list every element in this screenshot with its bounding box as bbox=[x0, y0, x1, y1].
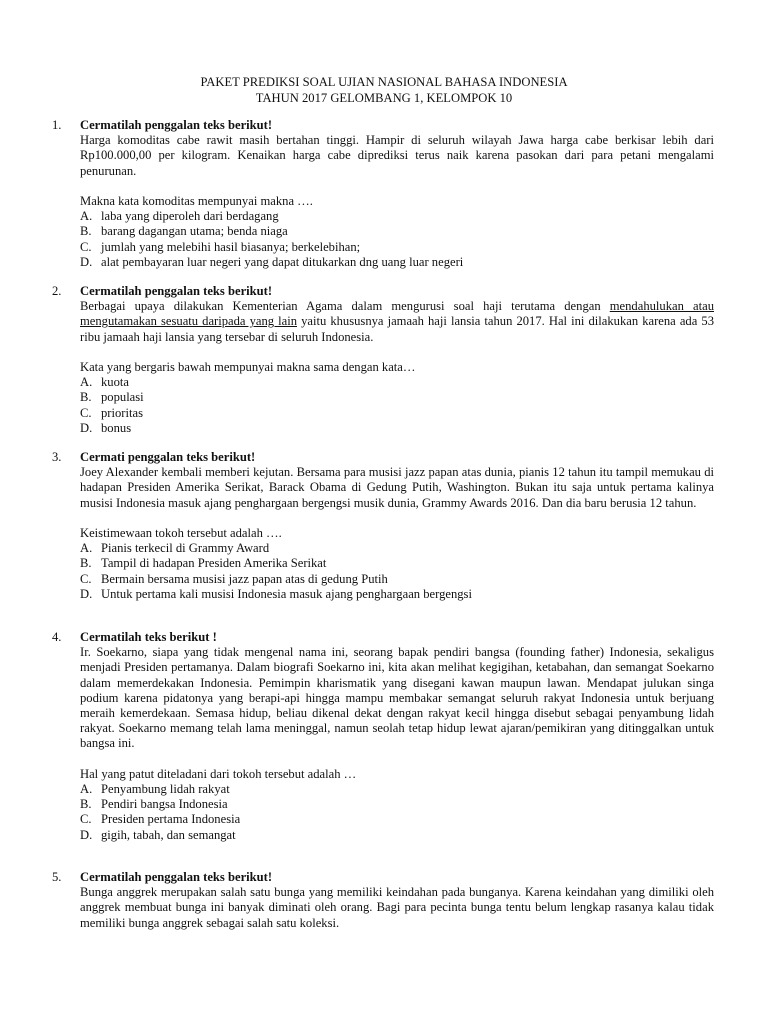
question-5 bbox=[52, 870, 714, 931]
question-heading: Cermatilah penggalan teks berikut! bbox=[80, 284, 273, 298]
option-text: Pianis terkecil di Grammy Award bbox=[101, 541, 270, 556]
option-letter: C. bbox=[80, 239, 92, 254]
option-letter: C. bbox=[80, 812, 92, 827]
option-c bbox=[80, 812, 714, 827]
option-d bbox=[80, 587, 714, 602]
option-letter: C. bbox=[80, 405, 92, 420]
option-text: Presiden pertama Indonesia bbox=[101, 812, 241, 827]
option-letter: D. bbox=[80, 827, 93, 842]
option-text: Penyambung lidah rakyat bbox=[101, 782, 230, 797]
option-text: alat pembayaran luar negeri yang dapat ditukarkan dng uang luar negeri bbox=[101, 254, 464, 269]
option-a bbox=[80, 209, 714, 224]
option-c bbox=[80, 240, 714, 255]
option-b bbox=[80, 390, 714, 405]
option-a bbox=[80, 782, 714, 797]
option-letter: B. bbox=[80, 797, 92, 812]
option-text: bonus bbox=[101, 420, 132, 435]
option-c bbox=[80, 572, 714, 587]
passage-text: Berbagai upaya dilakukan Kementerian Agama dalam mengurusi soal haji terutama dengan bbox=[80, 299, 610, 314]
option-letter: C. bbox=[80, 571, 92, 586]
option-text: Tampil di hadapan Presiden Amerika Serikat bbox=[101, 556, 327, 571]
question-passage: Ir. Soekarno, siapa yang tidak mengenal nama ini, seorang bapak pendiri bangsa (founding father) Indonesia, sekaligus menjadi Presiden pertamanya. Dalam biografi Soekarno ini, kita akan melihat kegigihan, ketabahan, dan semangat Soekarno dalam memerdekakan Indonesia. Pemimpin kharismatik yang disegani kawan maupun lawan. Mendapat julukan singa podium karena pidatonya yang berapi-api hingga mampu membakar semangat seluruh rakyat Indonesia untuk berjuang meraih kemerdekaan. Semasa hidup, beliau dikenal dekat dengan rakyat kecil hingga disebut sebagai penyambung lidah rakyat. Soekarno memang telah lama meninggal, namun seolah tetap hidup lewat ajaran/pemikiran yang ditinggalkan untuk bangsa ini. bbox=[80, 645, 714, 751]
option-b bbox=[80, 224, 714, 239]
document-title bbox=[0, 75, 768, 106]
question-prompt: Hal yang patut diteladani dari tokoh tersebut adalah … bbox=[80, 766, 357, 781]
option-letter: B. bbox=[80, 556, 92, 571]
option-letter: B. bbox=[80, 224, 92, 239]
question-prompt: Makna kata komoditas mempunyai makna …. bbox=[80, 194, 313, 208]
option-text: laba yang diperoleh dari berdagang bbox=[101, 209, 279, 224]
option-letter: A. bbox=[80, 209, 93, 224]
option-text: kuota bbox=[101, 375, 129, 390]
question-prompt: Kata yang bergaris bawah mempunyai makna sama dengan kata… bbox=[80, 360, 416, 374]
option-text: gigih, tabah, dan semangat bbox=[101, 827, 236, 842]
question-4 bbox=[52, 630, 714, 843]
question-2 bbox=[52, 284, 714, 436]
option-c bbox=[80, 406, 714, 421]
underlined-phrase: mendahulukan atau mengutamakan sesuatu daripada yang lain bbox=[80, 299, 714, 329]
option-a bbox=[80, 375, 714, 390]
option-text: barang dagangan utama; benda niaga bbox=[101, 224, 288, 239]
option-letter: A. bbox=[80, 375, 93, 390]
title-line-2: TAHUN 2017 GELOMBANG 1, KELOMPOK 10 bbox=[255, 90, 513, 105]
option-b bbox=[80, 556, 714, 571]
question-1 bbox=[52, 118, 714, 270]
option-text: Untuk pertama kali musisi Indonesia masuk ajang penghargaan bergengsi bbox=[101, 586, 472, 601]
question-number: 4. bbox=[52, 630, 62, 644]
question-passage: Joey Alexander kembali memberi kejutan. Bersama para musisi jazz papan atas dunia, pianis 12 tahun itu tampil memukau di hadapan Presiden Amerika Serikat, Barack Obama di Gedung Putih, Washington. Bukan itu saja untuk pertama kalinya musisi Indonesia masuk ajang penghargaan bergengsi musik dunia, Grammy Awards 2016. Dan dia baru berusia 12 tahun. bbox=[80, 465, 714, 510]
question-heading: Cermatilah penggalan teks berikut! bbox=[80, 870, 273, 884]
option-text: Pendiri bangsa Indonesia bbox=[101, 797, 228, 812]
question-passage bbox=[80, 299, 714, 345]
option-text: prioritas bbox=[101, 405, 143, 420]
option-letter: D. bbox=[80, 254, 93, 269]
question-number: 3. bbox=[52, 450, 62, 464]
title-line-1: PAKET PREDIKSI SOAL UJIAN NASIONAL BAHASA INDONESIA bbox=[200, 75, 568, 89]
question-passage: Bunga anggrek merupakan salah satu bunga yang memiliki keindahan pada bunganya. Karena keindahan yang dimiliki oleh anggrek membuat bunga ini banyak diminati oleh orang. Bagi para pecinta bunga tentu belum lengkap rasanya kalau tidak memiliki bunga anggrek sebagai salah satu koleksi. bbox=[80, 885, 714, 930]
question-prompt: Keistimewaan tokoh tersebut adalah …. bbox=[80, 526, 282, 540]
question-heading: Cermatilah penggalan teks berikut! bbox=[80, 118, 273, 132]
option-letter: D. bbox=[80, 586, 93, 601]
option-letter: B. bbox=[80, 390, 92, 405]
option-a bbox=[80, 541, 714, 556]
option-text: jumlah yang melebihi hasil biasanya; berkelebihan; bbox=[101, 239, 361, 254]
option-b bbox=[80, 797, 714, 812]
option-d bbox=[80, 255, 714, 270]
option-letter: A. bbox=[80, 782, 93, 797]
option-text: Bermain bersama musisi jazz papan atas di gedung Putih bbox=[101, 571, 388, 586]
option-text: populasi bbox=[101, 390, 144, 405]
passage-text: yaitu khususnya jamaah haji lansia tahun 2017. Hal ini dilakukan karena ada 53 ribu jamaah haji lansia yang tersebar di seluruh Indonesia. bbox=[80, 314, 714, 344]
question-heading: Cermatilah teks berikut ! bbox=[80, 630, 217, 644]
question-passage: Harga komoditas cabe rawit masih bertahan tinggi. Hampir di seluruh wilayah Jawa harga cabe berkisar lebih dari Rp100.000,00 per kilogram. Kenaikan harga cabe diprediksi terus naik karena pasokan dari para petani mengalami penurunan. bbox=[80, 133, 714, 178]
question-number: 5. bbox=[52, 870, 62, 884]
question-3 bbox=[52, 450, 714, 602]
option-letter: D. bbox=[80, 420, 93, 435]
question-number: 2. bbox=[52, 284, 62, 298]
option-d bbox=[80, 828, 714, 843]
question-number: 1. bbox=[52, 118, 62, 132]
option-letter: A. bbox=[80, 541, 93, 556]
question-heading: Cermati penggalan teks berikut! bbox=[80, 450, 256, 464]
option-d bbox=[80, 421, 714, 436]
